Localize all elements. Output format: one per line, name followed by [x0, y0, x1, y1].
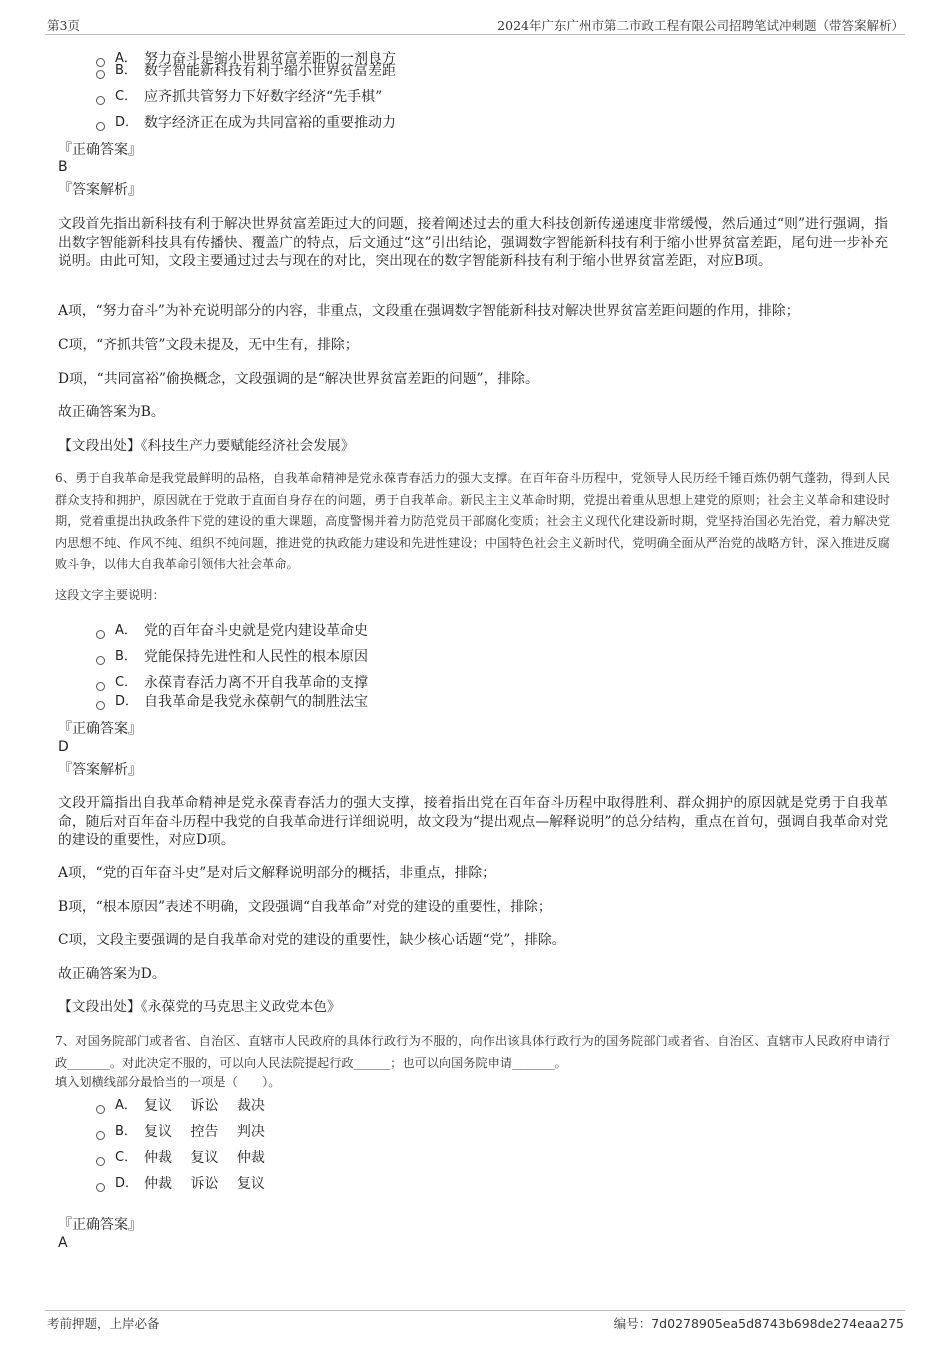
- radio-button-icon[interactable]: [96, 1105, 105, 1114]
- radio-button-icon[interactable]: [96, 682, 105, 691]
- radio-button-icon[interactable]: [96, 701, 105, 710]
- q5-analysis-a: A项，“努力奋斗”为补充说明部分的内容，非重点，文段重在强调数字智能新科技对解决世界贫富差距问题的作用，排除；: [58, 303, 800, 319]
- radio-button-icon[interactable]: [96, 656, 105, 665]
- radio-button-icon[interactable]: [96, 122, 105, 131]
- radio-button-icon[interactable]: [96, 630, 105, 639]
- q5-source: 【文段出处】《科技生产力要赋能经济社会发展》: [58, 438, 355, 454]
- footer-divider: [45, 1310, 905, 1311]
- radio-button-icon[interactable]: [96, 58, 105, 67]
- radio-button-icon[interactable]: [96, 70, 105, 79]
- q5-analysis-main: 文段首先指出新科技有利于解决世界贫富差距过大的问题，接着阐述过去的重大科技创新传递速度非常缓慢，然后通过“则”进行强调，指出数字智能新科技具有传播快、覆盖广的特点，后文通过“这”引出结论，强调数字智能新科技有利于缩小世界贫富差距，尾句进一步补充说明。由此可知，文段主要通过过去与现在的对比，突出现在的数字智能新科技有利于缩小世界贫富差距，对应B项。: [58, 216, 888, 269]
- q5-analysis-d: D项，“共同富裕”偷换概念，文段强调的是“解决世界贫富差距的问题”，排除。: [58, 371, 539, 387]
- document-title: 2024年广东广州市第二市政工程有限公司招聘笔试冲刺题（带答案解析）: [497, 18, 904, 33]
- q6-analysis-c: C项，文段主要强调的是自我革命对党的建设的重要性，缺少核心话题“党”，排除。: [58, 932, 566, 948]
- header-divider: [45, 34, 905, 35]
- correct-answer-label: 『正确答案』: [58, 1217, 142, 1233]
- q6-source: 【文段出处】《永葆党的马克思主义政党本色》: [58, 999, 341, 1015]
- q6-analysis-a: A项，“党的百年奋斗史”是对后文解释说明部分的概括，非重点，排除；: [58, 865, 496, 881]
- q7-answer: A: [58, 1235, 68, 1251]
- q5-analysis-c: C项，“齐抓共管”文段未提及，无中生有，排除；: [58, 337, 359, 353]
- q5-answer: B: [58, 159, 68, 175]
- page-number: 第3页: [47, 18, 80, 33]
- radio-button-icon[interactable]: [96, 1131, 105, 1140]
- correct-answer-label: 『正确答案』: [58, 721, 142, 737]
- q6-conclusion: 故正确答案为D。: [58, 966, 166, 982]
- analysis-label: 『答案解析』: [58, 182, 142, 198]
- footer-slogan: 考前押题，上岸必备: [47, 1316, 160, 1331]
- serial-code: 7d0278905ea5d8743b698de274eaa275: [651, 1316, 904, 1331]
- q6-prompt: 这段文字主要说明：: [55, 588, 165, 602]
- radio-button-icon[interactable]: [96, 1157, 105, 1166]
- q6-analysis-b: B项，“根本原因”表述不明确，文段强调“自我革命”对党的建设的重要性，排除；: [58, 899, 552, 915]
- radio-button-icon[interactable]: [96, 1183, 105, 1192]
- q7-stem: 7、对国务院部门或者省、自治区、直辖市人民政府的具体行政行为不服的，向作出该具体行政行为的国务院部门或者省、自治区、直辖市人民政府申请行政_______。对此决定不服的，可以向人民法院提起行政______；也可以向国务院申请_______。: [55, 1034, 890, 1070]
- q6-answer: D: [58, 739, 69, 755]
- q5-conclusion: 故正确答案为B。: [58, 404, 165, 420]
- q6-analysis-main: 文段开篇指出自我革命精神是党永葆青春活力的强大支撑，接着指出党在百年奋斗历程中取得胜利、群众拥护的原因就是党勇于自我革命，随后对百年奋斗历程中我党的自我革命进行详细说明，故文段为“提出观点—解释说明”的总分结构，重点在首句，强调自我革命对党的建设的重要性，对应D项。: [58, 795, 888, 848]
- q6-stem: 6、勇于自我革命是我党最鲜明的品格，自我革命精神是党永葆青春活力的强大支撑。在百年奋斗历程中，党领导人民历经千锤百炼仍朝气蓬勃，得到人民群众支持和拥护，原因就在于党敢于直面自身存在的问题，勇于自我革命。新民主主义革命时期，党提出着重从思想上建党的原则；社会主义革命和建设时期，党着重提出执政条件下党的建设的重大课题，高度警惕并着力防范党员干部腐化变质；社会主义现代化建设新时期，党坚持治国必先治党，着力解决党内思想不纯、作风不纯、组织不纯问题，推进党的执政能力建设和先进性建设；中国特色社会主义新时代，党明确全面从严治党的战略方针，深入推进反腐败斗争，以伟大自我革命引领伟大社会革命。: [55, 471, 890, 571]
- radio-button-icon[interactable]: [96, 96, 105, 105]
- serial-label: 编号：: [613, 1316, 652, 1331]
- footer-serial: [614, 1314, 904, 1332]
- analysis-label: 『答案解析』: [58, 762, 142, 778]
- correct-answer-label: 『正确答案』: [58, 142, 142, 158]
- q7-prompt: 填入划横线部分最恰当的一项是（ ）。: [55, 1075, 281, 1089]
